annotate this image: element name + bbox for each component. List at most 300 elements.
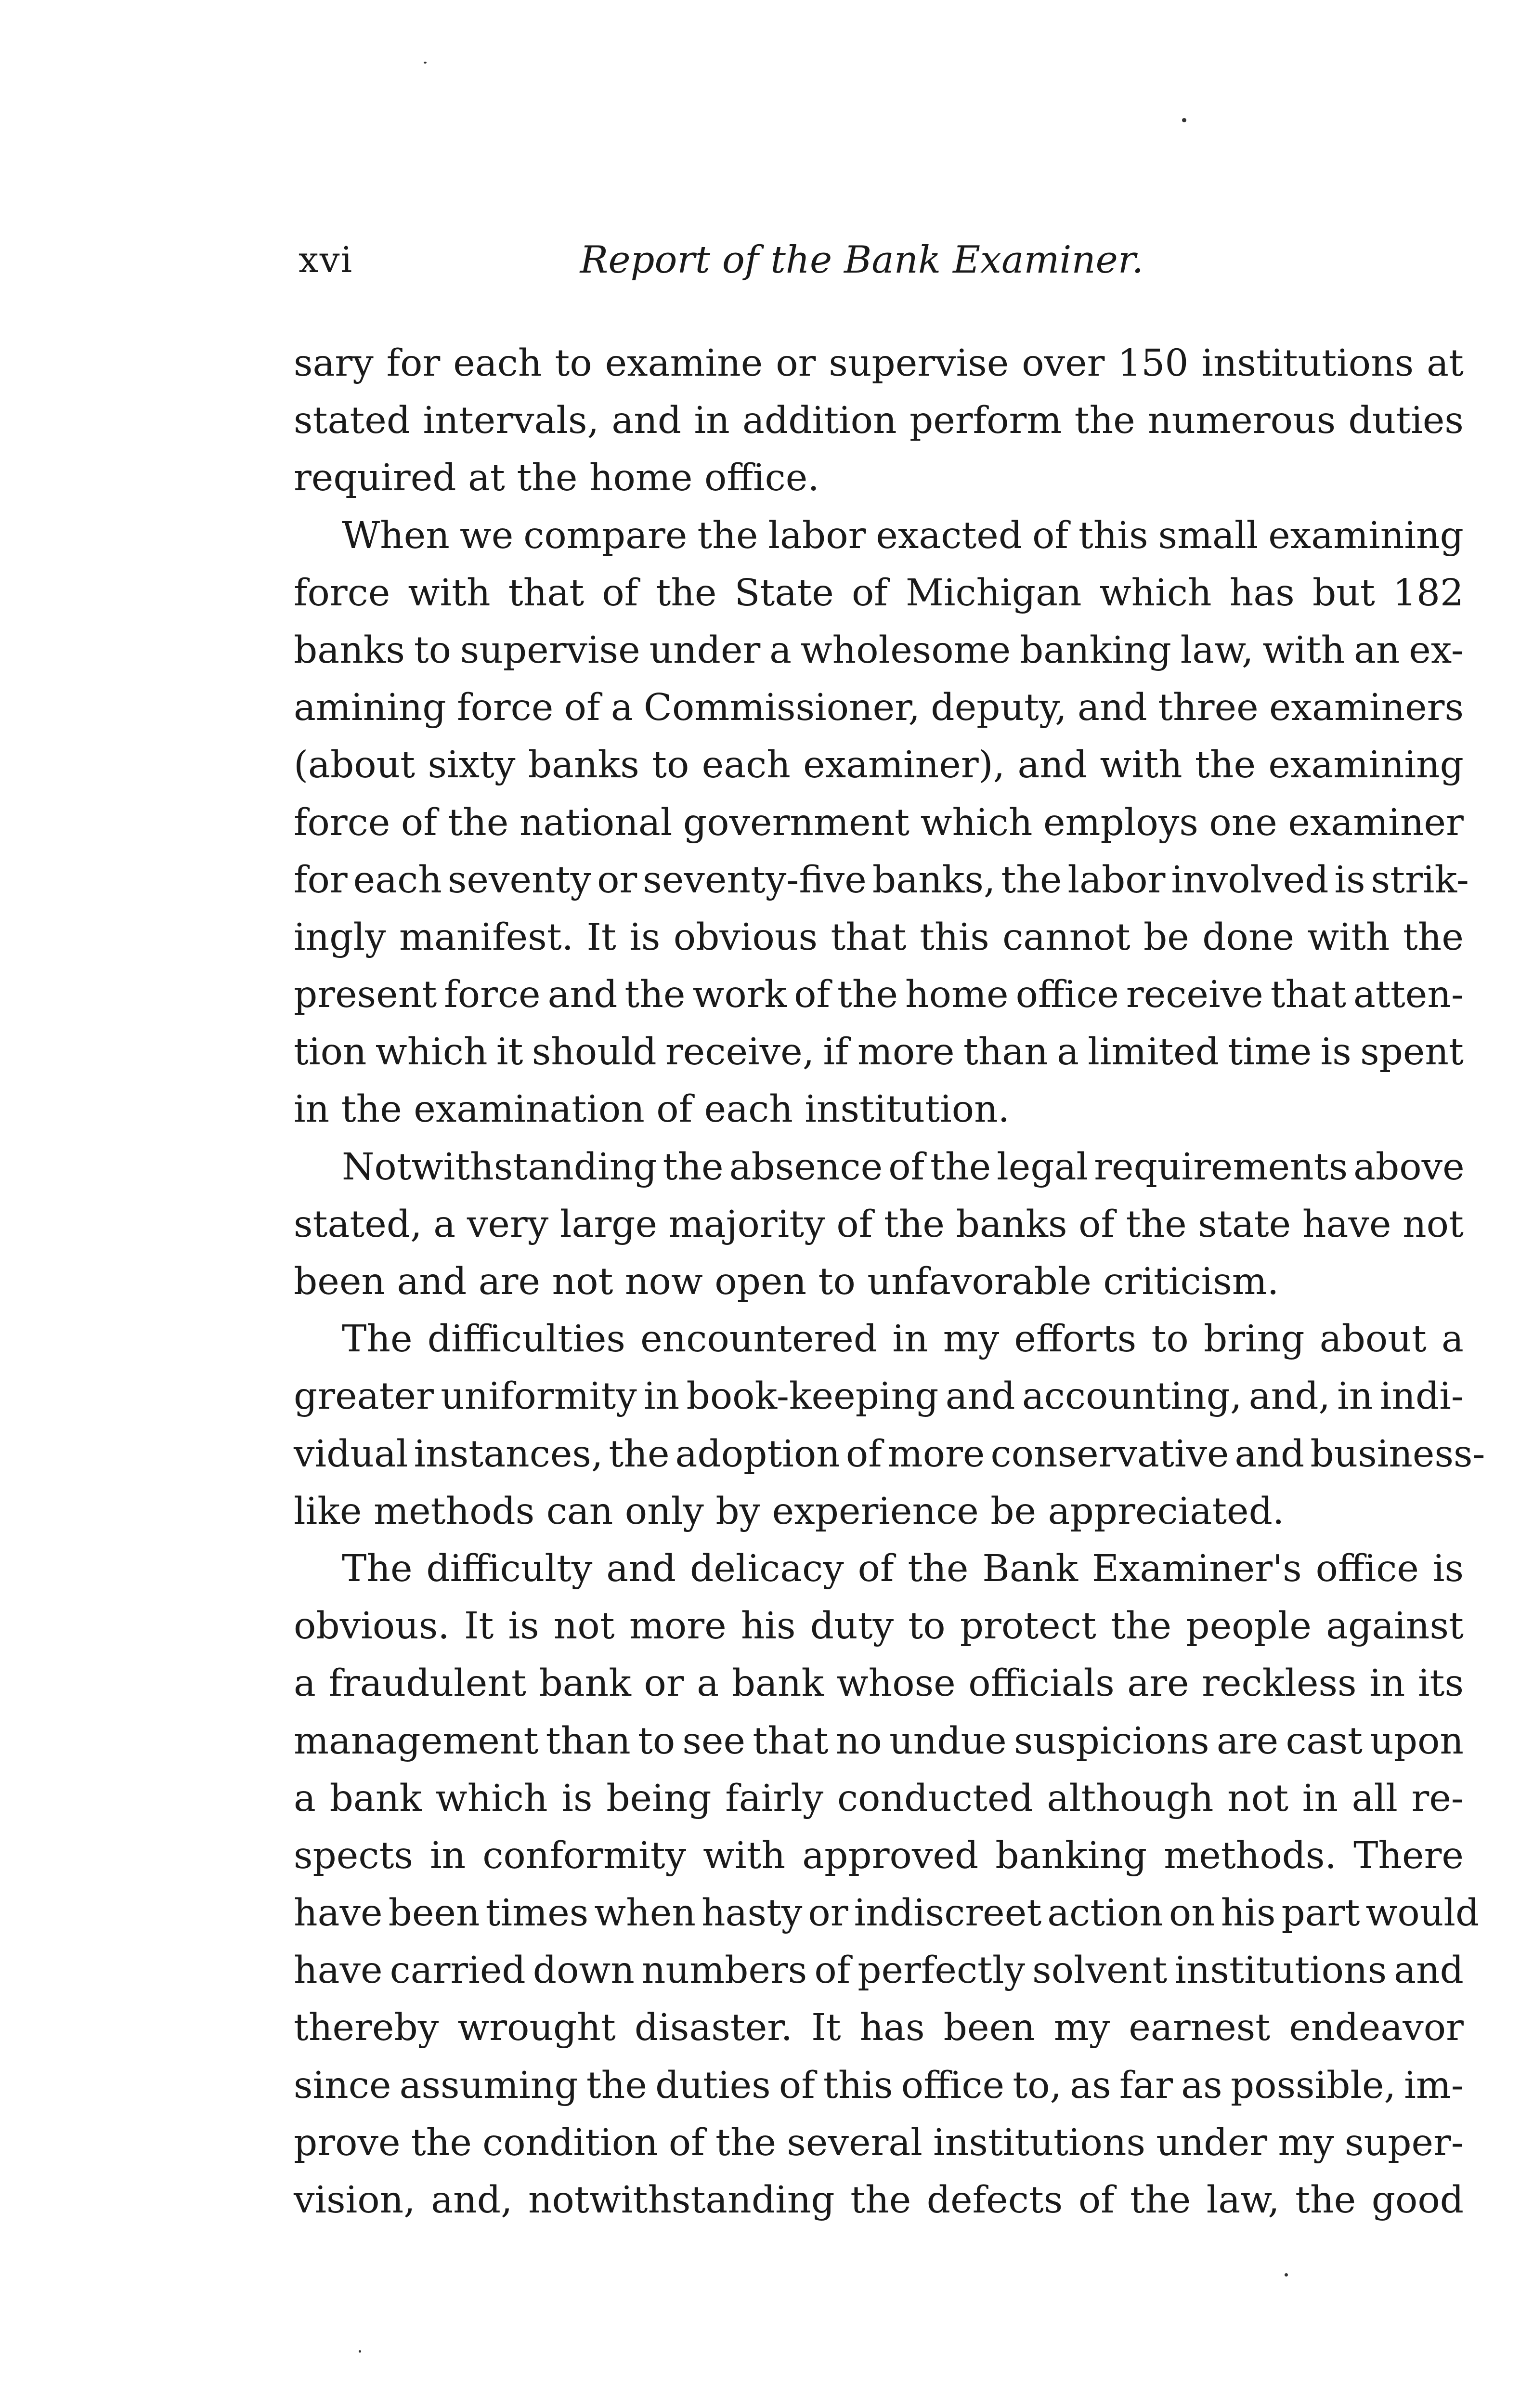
word: supervise — [829, 342, 1009, 385]
word: would — [1365, 1892, 1480, 1935]
word: good — [1371, 2179, 1464, 2222]
word: law, — [1206, 2179, 1280, 2222]
word: thereby — [294, 2006, 439, 2050]
word: part — [1281, 1892, 1360, 1935]
word: have — [294, 1892, 383, 1935]
word: atten- — [1353, 973, 1464, 1017]
word: are — [1216, 1719, 1279, 1763]
word: seventy — [447, 858, 592, 902]
word: receive, — [665, 1031, 815, 1074]
word: than — [546, 1719, 631, 1763]
word: national — [519, 801, 673, 844]
word: this — [823, 2064, 893, 2107]
word: spects — [294, 1834, 413, 1877]
text-line — [294, 1885, 1480, 1942]
word: under — [1156, 2121, 1268, 2164]
word: book-keeping — [686, 1375, 939, 1418]
word: and — [1394, 1949, 1464, 1992]
word: the — [930, 1145, 991, 1189]
word: have — [294, 1949, 383, 1992]
paragraph-4 — [294, 1310, 1485, 1540]
word: force — [444, 973, 541, 1017]
word: possible, — [1230, 2064, 1396, 2107]
word: prove — [294, 2121, 401, 2164]
word: been — [943, 2006, 1035, 2050]
word: and — [1234, 1432, 1305, 1476]
word: that — [753, 1719, 829, 1763]
word: or — [776, 342, 816, 385]
word: is — [508, 1605, 539, 1648]
word: against — [1326, 1605, 1464, 1648]
body-text — [294, 335, 1485, 2229]
word: delicacy — [689, 1547, 844, 1590]
word: if — [823, 1031, 849, 1074]
word: im- — [1404, 2064, 1464, 2107]
word: or — [808, 1892, 848, 1935]
word: 150 — [1117, 342, 1189, 385]
word: but — [1312, 571, 1375, 615]
word: which — [920, 801, 1033, 844]
word: the — [609, 1432, 670, 1476]
word: the — [837, 973, 898, 1017]
word: numbers — [641, 1949, 807, 1992]
word: indi- — [1379, 1375, 1464, 1418]
word: Notwithstanding — [342, 1145, 657, 1189]
word: deputy, — [931, 686, 1067, 730]
word: sary — [294, 342, 374, 385]
word: institutions — [1174, 1949, 1387, 1992]
scan-speck — [424, 62, 427, 64]
word: a — [1442, 1318, 1464, 1361]
text-line: been and are not now open to unfavorable criticism. — [294, 1260, 1279, 1303]
word: adoption — [675, 1432, 840, 1476]
word: super- — [1345, 2121, 1464, 2164]
word: accounting, — [1022, 1375, 1242, 1418]
word: with — [408, 571, 491, 615]
word: in — [644, 1375, 680, 1418]
word: and — [606, 1547, 676, 1590]
word: disaster. — [634, 2006, 793, 2050]
text-line — [294, 1597, 1464, 1655]
word: the — [624, 973, 686, 1017]
word: greater — [294, 1375, 434, 1418]
word: times — [485, 1892, 589, 1935]
word: which — [435, 1777, 548, 1820]
word: of — [857, 1547, 894, 1590]
text-line — [294, 2057, 1464, 2114]
word: of — [1032, 514, 1068, 557]
word: methods. — [1164, 1834, 1337, 1877]
word: ingly — [294, 916, 386, 959]
word: protect — [960, 1605, 1096, 1648]
word: each — [353, 858, 442, 902]
word: each — [702, 744, 791, 787]
word: is — [561, 1777, 593, 1820]
word: law, — [1180, 628, 1254, 672]
word: small — [1158, 514, 1259, 557]
word: examiner), — [803, 744, 1005, 787]
word: wholesome — [800, 628, 1011, 672]
word: obvious. — [294, 1605, 450, 1648]
word: of — [1078, 2179, 1115, 2222]
word: the — [1195, 744, 1256, 787]
text-line — [294, 1999, 1464, 2056]
paragraph-5 — [294, 1540, 1480, 2229]
word: office — [1315, 1547, 1419, 1590]
word: duties — [1348, 399, 1464, 443]
word: force — [456, 686, 554, 730]
word: about — [1319, 1318, 1427, 1361]
word: the — [448, 801, 509, 844]
word: wrought — [457, 2006, 616, 2050]
word: it — [496, 1031, 523, 1074]
word: a — [697, 1662, 719, 1705]
word: of — [888, 1145, 925, 1189]
word: There — [1353, 1834, 1464, 1877]
word: a — [611, 686, 633, 730]
word: done — [1202, 916, 1295, 959]
text-line — [294, 794, 1464, 851]
word: compare — [523, 514, 688, 557]
word: the — [1130, 2179, 1191, 2222]
word: approved — [802, 1834, 979, 1877]
word: defects — [926, 2179, 1063, 2222]
word: sixty — [428, 744, 516, 787]
word: It — [464, 1605, 494, 1648]
word: addition — [742, 399, 897, 443]
word: which — [375, 1031, 488, 1074]
word: the — [1295, 2179, 1356, 2222]
word: (about — [294, 744, 416, 787]
word: with — [1262, 628, 1345, 672]
paragraph-2 — [294, 507, 1469, 1139]
text-line — [294, 1139, 1464, 1196]
word: is — [629, 916, 661, 959]
word: conducted — [837, 1777, 1033, 1820]
word: which — [1099, 571, 1212, 615]
text-line — [294, 1310, 1464, 1368]
text-line — [294, 2172, 1464, 2229]
text-line — [294, 392, 1464, 449]
word: the — [883, 1203, 945, 1246]
word: solvent — [1032, 1949, 1168, 1992]
word: of — [836, 1203, 873, 1246]
word: since — [294, 2064, 391, 2107]
word: my — [943, 1318, 1000, 1361]
scan-speck — [1182, 118, 1186, 122]
page-number: xvi — [299, 239, 353, 281]
word: his — [741, 1605, 796, 1648]
word: several — [787, 2121, 922, 2164]
word: majority — [668, 1203, 825, 1246]
word: earnest — [1129, 2006, 1271, 2050]
paragraph-3 — [294, 1139, 1464, 1311]
word: should — [532, 1031, 657, 1074]
text-line: like methods can only by experience be appreciated. — [294, 1490, 1285, 1533]
word: uniformity — [441, 1375, 637, 1418]
word: been — [388, 1892, 480, 1935]
word: of — [602, 571, 638, 615]
word: and — [547, 973, 618, 1017]
word: with — [1307, 916, 1390, 959]
word: of — [851, 571, 888, 615]
word: in — [430, 1834, 466, 1877]
word: my — [1053, 2006, 1110, 2050]
word: fraudulent — [328, 1662, 526, 1705]
text-line — [294, 1196, 1464, 1253]
word: Michigan — [905, 571, 1082, 615]
word: labor — [768, 514, 866, 557]
word: this — [1078, 514, 1148, 557]
word: When — [342, 514, 450, 557]
word: and — [945, 1375, 1015, 1418]
word: time — [1228, 1031, 1312, 1074]
word: being — [606, 1777, 712, 1820]
scan-speck — [1285, 2273, 1288, 2277]
word: have — [1302, 1203, 1391, 1246]
word: as — [1070, 2064, 1111, 2107]
paragraph-1 — [294, 335, 1464, 507]
word: far — [1119, 2064, 1173, 2107]
word: very — [467, 1203, 549, 1246]
word: tion — [294, 1031, 367, 1074]
word: banking — [995, 1834, 1147, 1877]
word: amining — [294, 686, 446, 730]
word: or — [644, 1662, 684, 1705]
text-line — [294, 851, 1469, 909]
word: of — [564, 686, 600, 730]
word: the — [1074, 399, 1135, 443]
text-line — [294, 1023, 1464, 1081]
word: the — [1126, 1203, 1187, 1246]
word: of — [401, 801, 437, 844]
word: of — [668, 2121, 705, 2164]
word: my — [1278, 2121, 1334, 2164]
word: seventy-five — [643, 858, 867, 902]
word: and, — [431, 2179, 513, 2222]
word: Examiner's — [1091, 1547, 1302, 1590]
word: involved — [1171, 858, 1329, 902]
word: the — [1111, 1605, 1172, 1648]
word: cannot — [1002, 916, 1130, 959]
word: suspicions — [1013, 1719, 1209, 1763]
word: reckless — [1202, 1662, 1357, 1705]
text-line — [294, 335, 1464, 392]
word: to — [414, 628, 452, 672]
text-line — [294, 1942, 1464, 1999]
word: examining — [1268, 514, 1464, 557]
word: bring — [1203, 1318, 1305, 1361]
word: of — [779, 2064, 815, 2107]
word: bank — [539, 1662, 631, 1705]
word: force — [294, 571, 390, 615]
word: intervals, — [423, 399, 599, 443]
word: encountered — [640, 1318, 878, 1361]
word: institutions — [933, 2121, 1145, 2164]
word: has — [859, 2006, 925, 2050]
word: this — [920, 916, 989, 959]
text-line — [294, 966, 1464, 1023]
word: Bank — [982, 1547, 1078, 1590]
word: re- — [1411, 1777, 1464, 1820]
word: and — [611, 399, 682, 443]
word: spent — [1360, 1031, 1464, 1074]
word: of — [1078, 1203, 1115, 1246]
word: to — [652, 744, 689, 787]
word: present — [294, 973, 437, 1017]
word: an — [1354, 628, 1400, 672]
word: a — [433, 1203, 456, 1246]
word: not — [553, 1605, 615, 1648]
running-title: Report of the Bank Examiner. — [580, 238, 1144, 282]
word: that — [831, 916, 907, 959]
word: banking — [1019, 628, 1171, 672]
word: its — [1417, 1662, 1464, 1705]
word: efforts — [1014, 1318, 1137, 1361]
word: It — [811, 2006, 841, 2050]
word: difficulty — [426, 1547, 593, 1590]
word: when — [594, 1892, 696, 1935]
word: examining — [1268, 744, 1464, 787]
word: fairly — [725, 1777, 824, 1820]
text-line — [294, 1655, 1464, 1712]
word: a — [294, 1662, 316, 1705]
word: we — [459, 514, 514, 557]
word: stated — [294, 399, 411, 443]
word: business- — [1310, 1432, 1485, 1476]
text-line — [294, 1426, 1485, 1483]
word: in — [1302, 1777, 1338, 1820]
word: absence — [729, 1145, 883, 1189]
word: notwithstanding — [528, 2179, 835, 2222]
word: the — [1001, 858, 1062, 902]
word: examine — [605, 342, 763, 385]
word: banks — [956, 1203, 1067, 1246]
word: the — [663, 1145, 724, 1189]
text-line — [294, 1368, 1464, 1425]
word: above — [1353, 1145, 1465, 1189]
word: with — [1100, 744, 1182, 787]
word: state — [1198, 1203, 1291, 1246]
word: to — [555, 342, 592, 385]
word: employs — [1043, 801, 1198, 844]
word: officials — [968, 1662, 1115, 1705]
word: requirements — [1094, 1145, 1348, 1189]
word: people — [1186, 1605, 1312, 1648]
word: instances, — [414, 1432, 603, 1476]
word: be — [1143, 916, 1189, 959]
word: stated, — [294, 1203, 422, 1246]
word: to — [637, 1719, 676, 1763]
word: over — [1022, 342, 1105, 385]
word: force — [294, 801, 390, 844]
word: large — [559, 1203, 658, 1246]
word: office — [901, 2064, 1005, 2107]
word: bank — [329, 1777, 422, 1820]
word: banks, — [872, 858, 996, 902]
text-line — [294, 679, 1464, 736]
word: at — [1427, 342, 1464, 385]
word: the — [908, 1547, 969, 1590]
word: in — [694, 399, 730, 443]
word: of — [814, 1949, 851, 1992]
word: see — [682, 1719, 746, 1763]
word: of — [845, 1432, 882, 1476]
word: 182 — [1392, 571, 1464, 615]
text-line — [294, 507, 1464, 564]
word: not — [1403, 1203, 1464, 1246]
word: State — [734, 571, 834, 615]
word: condition — [482, 2121, 658, 2164]
word: indiscreet — [854, 1892, 1042, 1935]
word: examiner — [1288, 801, 1464, 844]
word: is — [1320, 1031, 1351, 1074]
word: the — [1403, 916, 1464, 959]
word: obvious — [673, 916, 818, 959]
word: conservative — [990, 1432, 1229, 1476]
word: the — [850, 2179, 911, 2222]
word: no — [835, 1719, 882, 1763]
word: the — [656, 571, 717, 615]
text-line — [294, 736, 1464, 794]
text-line — [294, 622, 1464, 679]
word: limited — [1088, 1031, 1219, 1074]
word: and, — [1248, 1375, 1330, 1418]
word: although — [1047, 1777, 1214, 1820]
word: endeavor — [1289, 2006, 1464, 2050]
word: more — [887, 1432, 985, 1476]
word: supervise — [460, 628, 640, 672]
word: manifest. — [399, 916, 574, 959]
word: in — [1337, 1375, 1373, 1418]
word: is — [1334, 858, 1365, 902]
word: that — [1270, 973, 1347, 1017]
scan-speck — [359, 2350, 361, 2353]
word: management — [294, 1719, 539, 1763]
word: undue — [889, 1719, 1007, 1763]
word: work — [692, 973, 787, 1017]
word: office — [1015, 973, 1119, 1017]
text-line — [294, 909, 1464, 966]
word: a — [769, 628, 792, 672]
word: all — [1351, 1777, 1398, 1820]
text-line — [294, 1827, 1464, 1885]
word: than — [963, 1031, 1048, 1074]
word: whose — [836, 1662, 956, 1705]
word: exacted — [876, 514, 1023, 557]
word: the — [586, 2064, 647, 2107]
word: hasty — [701, 1892, 803, 1935]
word: upon — [1370, 1719, 1464, 1763]
word: bank — [731, 1662, 824, 1705]
word: action — [1047, 1892, 1163, 1935]
word: and — [1017, 744, 1088, 787]
page-header — [299, 226, 1464, 294]
word: that — [508, 571, 585, 615]
word: the — [411, 2121, 472, 2164]
word: receive — [1126, 973, 1263, 1017]
word: assuming — [399, 2064, 578, 2107]
word: government — [683, 801, 910, 844]
word: strik- — [1371, 858, 1469, 902]
word: and — [1078, 686, 1147, 730]
word: are — [1127, 1662, 1189, 1705]
word: home — [905, 973, 1009, 1017]
word: a — [1057, 1031, 1079, 1074]
word: of — [794, 973, 830, 1017]
word: down — [533, 1949, 635, 1992]
word: cast — [1286, 1719, 1363, 1763]
